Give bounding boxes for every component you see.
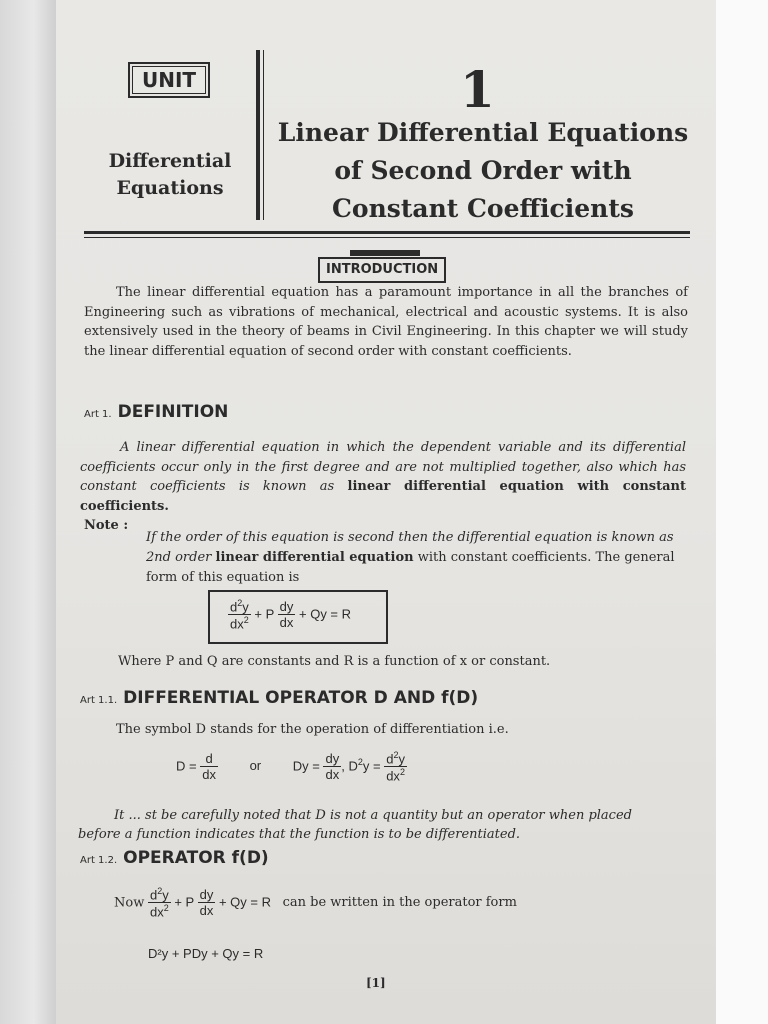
art11-number: Art 1.1. bbox=[80, 695, 118, 706]
art11-heading bbox=[80, 688, 478, 708]
book-spine bbox=[0, 0, 56, 1024]
chapter-title-line-1: Linear Differential Equations bbox=[277, 118, 689, 147]
operator-note: It ... st be carefully noted that D is not a quantity but an operator when placed before a function indicates that the function is to be differentiated. bbox=[78, 808, 632, 842]
subject-line-1: Differential bbox=[108, 150, 232, 172]
header-rule bbox=[84, 231, 690, 234]
frac-d2y-dx2: $\frac{d^2y}{dx^2}$ bbox=[230, 598, 249, 632]
operator-definition: D = $\frac{d}{dx}$ or Dy = $\frac{dy}{dx}$ , $D^2y$ = $\frac{d^2y}{dx^2}$ bbox=[176, 750, 405, 784]
header-rule-thin bbox=[84, 237, 690, 238]
art12-number: Art 1.2. bbox=[80, 855, 118, 866]
symbol-text: The symbol D stands for the operation of differentiation i.e. bbox=[116, 722, 509, 737]
note-label: Note : bbox=[84, 518, 129, 533]
page-number: [1] bbox=[366, 976, 386, 990]
art12-title: OPERATOR f(D) bbox=[123, 848, 269, 868]
chapter-number: 1 bbox=[460, 60, 495, 119]
where-text: Where P and Q are constants and R is a function of x or constant. bbox=[118, 654, 551, 669]
frac-d-dx: $\frac{d}{dx}$ bbox=[202, 751, 216, 783]
frac-d2y-dx2-2: $\frac{d^2y}{dx^2}$ bbox=[386, 750, 405, 784]
chapter-title bbox=[268, 114, 698, 228]
art11-title: DIFFERENTIAL OPERATOR D AND f(D) bbox=[123, 688, 479, 708]
general-form-box bbox=[208, 590, 388, 644]
definition-bold: linear differential equation with constant coefficients. bbox=[80, 479, 687, 514]
intro-label: INTRODUCTION bbox=[318, 257, 446, 283]
chapter-title-line-3: Constant Coefficients bbox=[332, 194, 634, 223]
art1-number: Art 1. bbox=[84, 409, 112, 420]
note-italic: If the order of this equation is second then the differential equation is known as 2nd order bbox=[146, 530, 674, 565]
header-divider-thin bbox=[263, 50, 264, 220]
subject-title bbox=[100, 148, 240, 202]
frac-d2y-dx2-3: $\frac{d^2y}{dx^2}$ bbox=[149, 886, 169, 920]
frac-dy-dx: $\frac{dy}{dx}$ bbox=[279, 599, 294, 631]
frac-dy-dx-2: $\frac{dy}{dx}$ bbox=[325, 751, 340, 783]
note-text bbox=[146, 528, 682, 588]
now-text: Now bbox=[114, 895, 145, 911]
note-bold: linear differential equation bbox=[215, 550, 414, 565]
unit-label: UNIT bbox=[128, 62, 210, 98]
operator-form-line: Now $\frac{d^2y}{dx^2}$ + P $\frac{dy}{dx}$ + Qy = R can be written in the operator form bbox=[114, 886, 517, 920]
art1-heading bbox=[84, 402, 228, 422]
header-divider bbox=[256, 50, 260, 220]
page-margin bbox=[716, 0, 768, 1024]
art12-heading bbox=[80, 848, 269, 868]
chapter-title-line-2: of Second Order with bbox=[334, 156, 632, 185]
intro-paragraph: The linear differential equation has a paramount importance in all the branches of Engineering such as vibrations of mechanical, electrical and acoustic systems. It is also extensively used in the theory of beams in Civil Engineering. In this chapter we will study the linear differential equation of second order with constant coefficients. bbox=[84, 285, 688, 359]
frac-dy-dx-3: $\frac{dy}{dx}$ bbox=[199, 887, 214, 919]
equation-tail: + Qy = R bbox=[299, 606, 352, 622]
general-form-equation bbox=[210, 592, 386, 632]
definition-paragraph bbox=[80, 438, 686, 516]
plus-p: + P bbox=[254, 606, 275, 622]
subject-line-2: Equations bbox=[116, 177, 224, 199]
note-rest: with constant coefficients. The general form of this equation is bbox=[146, 550, 675, 585]
art1-title: DEFINITION bbox=[117, 402, 229, 422]
or-text: or bbox=[249, 758, 262, 774]
operator-form: D²y + PDy + Qy = R bbox=[148, 946, 264, 961]
intro-bar bbox=[350, 250, 420, 256]
after-text: can be written in the operator form bbox=[282, 895, 517, 911]
definition-text: A linear differential equation in which the dependent variable and its differential coefficients occur only in the first degree and are not multiplied together, also which has constant coefficients is known as bbox=[80, 440, 686, 494]
